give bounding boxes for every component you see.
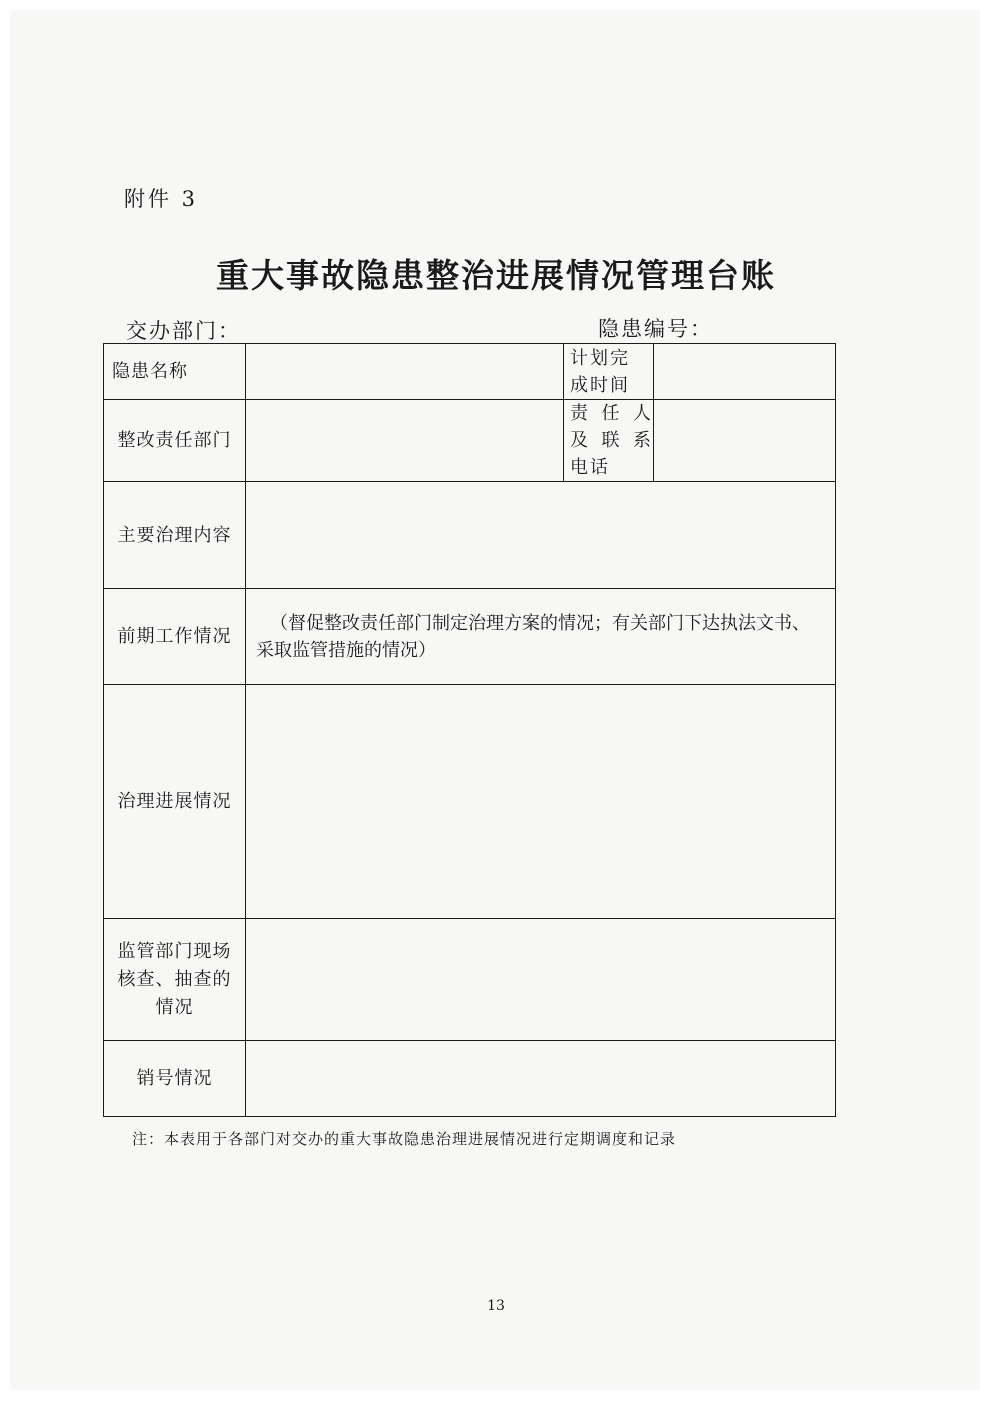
responsible-person-label-line2: 及联系 xyxy=(570,430,653,451)
responsible-department-value[interactable] xyxy=(246,400,564,482)
inspection-value[interactable] xyxy=(246,919,836,1041)
hazard-name-label: 隐患名称 xyxy=(104,344,246,400)
assigning-department-label: 交办部门： xyxy=(126,319,241,343)
planned-completion-label xyxy=(564,344,654,400)
table-row xyxy=(104,1041,836,1117)
table-row xyxy=(104,589,836,685)
preliminary-work-value[interactable] xyxy=(246,589,836,685)
hazard-code-label: 隐患编号： xyxy=(598,317,713,341)
ledger-table xyxy=(103,343,836,1117)
table-row xyxy=(104,685,836,919)
cancellation-label: 销号情况 xyxy=(104,1041,246,1117)
preliminary-work-hint: （督促整改责任部门制定治理方案的情况；有关部门下达执法文书、采取监管措施的情况） xyxy=(256,612,810,661)
table-note: 注：本表用于各部门对交办的重大事故隐患治理进展情况进行定期调度和记录 xyxy=(132,1130,677,1148)
page-title: 重大事故隐患整治进展情况管理台账 xyxy=(216,256,776,295)
planned-completion-label-line1: 计划完 xyxy=(570,347,630,369)
planned-completion-value[interactable] xyxy=(654,344,836,400)
inspection-label xyxy=(104,919,246,1041)
hazard-name-value[interactable] xyxy=(246,344,564,400)
main-content-label: 主要治理内容 xyxy=(104,482,246,589)
inspection-label-line1: 监管部门现场 xyxy=(117,940,232,962)
main-content-value[interactable] xyxy=(246,482,836,589)
responsible-person-label xyxy=(564,400,654,482)
inspection-label-line3: 情况 xyxy=(155,996,194,1018)
inspection-label-line2: 核查、抽查的 xyxy=(117,968,232,990)
attachment-label: 附件 3 xyxy=(124,187,199,211)
responsible-person-label-line1: 责任人 xyxy=(570,403,653,424)
cancellation-value[interactable] xyxy=(246,1041,836,1117)
table-row xyxy=(104,482,836,589)
table-row xyxy=(104,919,836,1041)
responsible-person-label-line3: 电话 xyxy=(570,457,610,478)
responsible-department-label: 整改责任部门 xyxy=(104,400,246,482)
preliminary-work-label: 前期工作情况 xyxy=(104,589,246,685)
table-row xyxy=(104,344,836,400)
page-number: 13 xyxy=(487,1298,505,1314)
planned-completion-label-line2: 成时间 xyxy=(570,374,630,396)
table-row xyxy=(104,400,836,482)
responsible-person-value[interactable] xyxy=(654,400,836,482)
progress-value[interactable] xyxy=(246,685,836,919)
progress-label: 治理进展情况 xyxy=(104,685,246,919)
